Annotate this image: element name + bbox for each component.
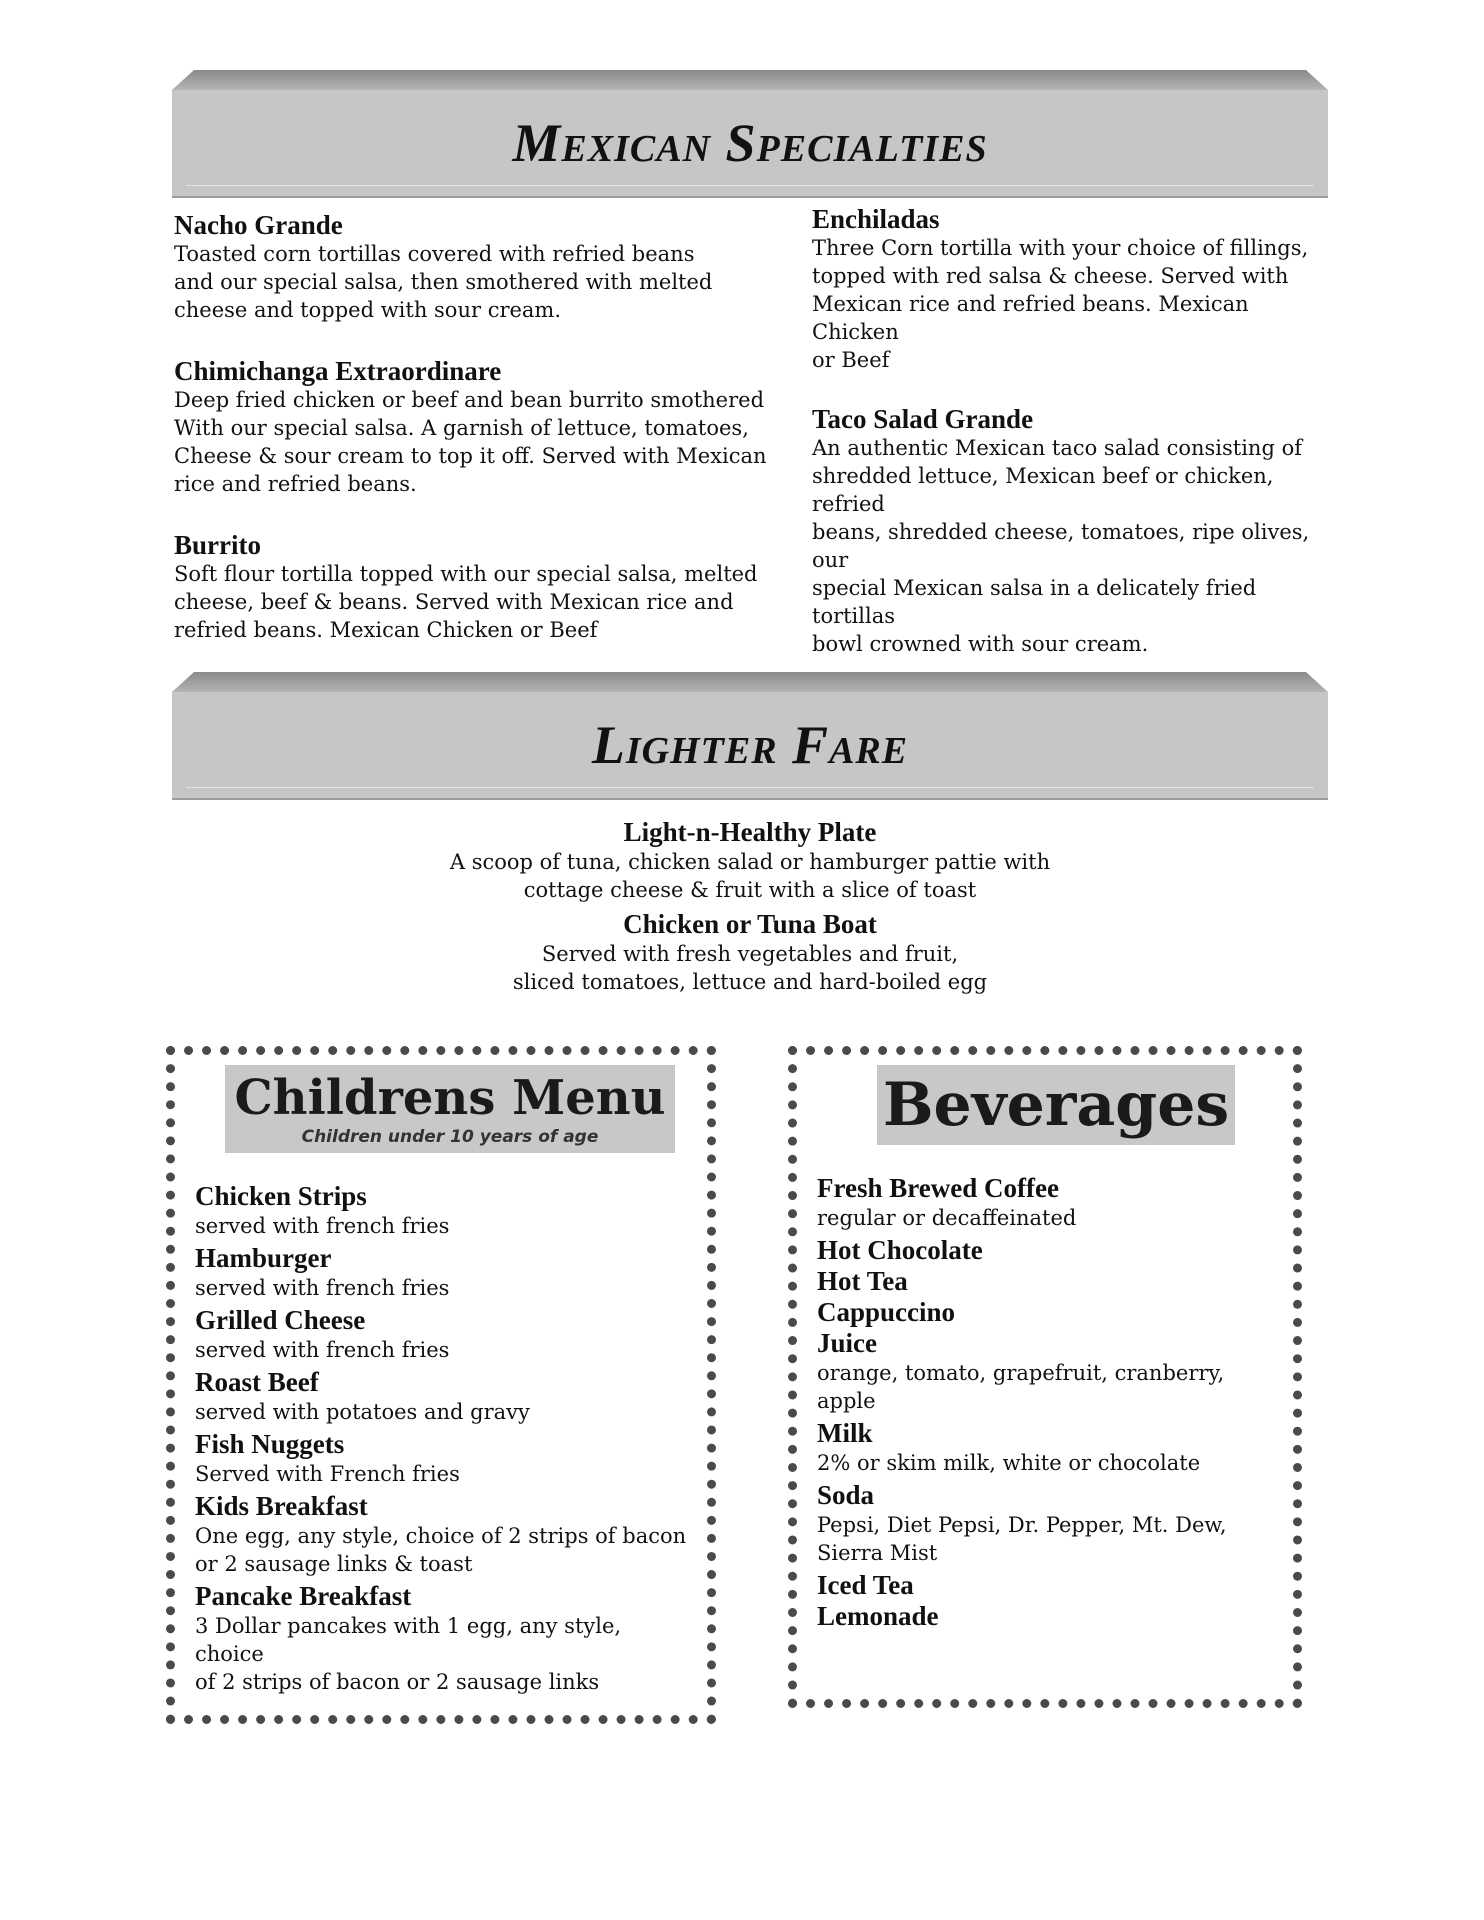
menu-item	[174, 210, 774, 324]
menu-item-description: Deep fried chicken or beef and bean burrito smothered With our special salsa. A garnish of lettuce, tomatoes, Cheese & sour cream to top it off. Served with Mexican rice and refried beans.	[174, 388, 767, 496]
list-item	[817, 1480, 1273, 1567]
menu-item	[174, 356, 774, 498]
menu-item-name: Light-n-Healthy Plate	[623, 817, 877, 847]
lighter-fare-list	[172, 816, 1328, 996]
menu-item-name: Fish Nuggets	[195, 1429, 345, 1459]
menu-item-name: Chicken or Tuna Boat	[623, 909, 877, 939]
menu-item-description: Pepsi, Diet Pepsi, Dr. Pepper, Mt. Dew, Sierra Mist	[817, 1513, 1227, 1565]
menu-item-name: Enchiladas	[812, 204, 940, 234]
menu-item-description: 2% or skim milk, white or chocolate	[817, 1451, 1201, 1475]
menu-item-name: Soda	[817, 1480, 875, 1510]
childrens-menu-box	[166, 1046, 716, 1724]
list-item	[817, 1266, 1273, 1297]
mexican-specialties-banner	[172, 70, 1328, 198]
list-item	[817, 1297, 1273, 1328]
list-item	[817, 1235, 1273, 1266]
list-item	[195, 1181, 687, 1240]
menu-item	[172, 816, 1328, 904]
list-item	[817, 1601, 1273, 1632]
list-item	[195, 1243, 687, 1302]
menu-item-name: Juice	[817, 1328, 877, 1358]
list-item	[195, 1367, 687, 1426]
menu-item-name: Chicken Strips	[195, 1181, 367, 1211]
beverages-header	[877, 1065, 1235, 1145]
menu-item-name: Burrito	[174, 530, 261, 560]
menu-item-name: Hamburger	[195, 1243, 332, 1273]
beverages-title: Beverages	[882, 1070, 1230, 1140]
menu-item-description: One egg, any style, choice of 2 strips of bacon or 2 sausage links & toast	[195, 1524, 687, 1576]
box-content	[817, 1065, 1273, 1632]
menu-item-description: served with french fries	[195, 1338, 450, 1362]
menu-item-name: Hot Chocolate	[817, 1235, 983, 1265]
menu-item-description: orange, tomato, grapefruit, cranberry, apple	[817, 1361, 1225, 1413]
menu-item	[812, 204, 1332, 374]
menu-item-description: Toasted corn tortillas covered with refried beans and our special salsa, then smothered with melted cheese and topped with sour cream.	[174, 242, 713, 322]
list-item	[817, 1328, 1273, 1415]
menu-item	[172, 908, 1328, 996]
lighter-fare-banner	[172, 672, 1328, 800]
menu-item-description: An authentic Mexican taco salad consisting of shredded lettuce, Mexican beef or chicken, refried beans, shredded cheese, tomatoes, ripe olives, our special Mexican salsa in a delicately fried tortillas bowl crowned with sour cream.	[812, 436, 1310, 656]
menu-item-name: Fresh Brewed Coffee	[817, 1173, 1059, 1203]
beverages-list	[817, 1173, 1273, 1632]
menu-item-description: Served with fresh vegetables and fruit, sliced tomatoes, lettuce and hard-boiled egg	[512, 942, 988, 994]
menu-item-name: Cappuccino	[817, 1297, 956, 1327]
menu-item-name: Roast Beef	[195, 1367, 319, 1397]
menu-item-name: Hot Tea	[817, 1266, 908, 1296]
list-item	[195, 1305, 687, 1364]
menu-item-name: Milk	[817, 1418, 873, 1448]
menu-item-description: served with french fries	[195, 1276, 450, 1300]
menu-item	[174, 530, 774, 644]
section-heading-lighter: Lighter Fare	[591, 715, 909, 775]
menu-item-description: served with french fries	[195, 1214, 450, 1238]
list-item	[817, 1418, 1273, 1477]
menu-item-name: Iced Tea	[817, 1570, 914, 1600]
menu-item-name: Pancake Breakfast	[195, 1581, 412, 1611]
menu-item-description: Three Corn tortilla with your choice of fillings, topped with red salsa & cheese. Served with Mexican rice and refried beans. Mexican Chicken or Beef	[812, 236, 1309, 372]
list-item	[817, 1570, 1273, 1601]
list-item	[817, 1173, 1273, 1232]
menu-item-name: Lemonade	[817, 1601, 939, 1631]
banner-bevel	[172, 672, 1328, 692]
menu-item-description: Served with French fries	[195, 1462, 460, 1486]
list-item	[195, 1581, 687, 1696]
childrens-menu-list	[195, 1181, 687, 1696]
menu-item	[812, 404, 1332, 658]
menu-item-name: Grilled Cheese	[195, 1305, 366, 1335]
list-item	[195, 1429, 687, 1488]
banner-face	[172, 90, 1328, 198]
childrens-menu-title: Childrens Menu	[234, 1070, 666, 1126]
banner-face	[172, 692, 1328, 800]
mexican-left-column	[174, 210, 774, 666]
banner-bevel	[172, 70, 1328, 90]
box-content	[195, 1065, 687, 1699]
menu-item-description: A scoop of tuna, chicken salad or hamburger pattie with cottage cheese & fruit with a slice of toast	[449, 850, 1051, 902]
menu-item-description: 3 Dollar pancakes with 1 egg, any style, choice of 2 strips of bacon or 2 sausage links	[195, 1614, 622, 1694]
section-heading-mexican: Mexican Specialties	[512, 113, 988, 173]
menu-item-name: Chimichanga Extraordinare	[174, 356, 502, 386]
menu-item-name: Taco Salad Grande	[812, 404, 1034, 434]
menu-item-name: Nacho Grande	[174, 210, 343, 240]
menu-item-description: regular or decaffeinated	[817, 1206, 1077, 1230]
menu-item-description: Soft flour tortilla topped with our special salsa, melted cheese, beef & beans. Served with Mexican rice and refried beans. Mexican Chicken or Beef	[174, 562, 758, 642]
childrens-menu-subtitle: Children under 10 years of age	[301, 1127, 599, 1147]
childrens-menu-header	[225, 1065, 675, 1153]
menu-item-name: Kids Breakfast	[195, 1491, 368, 1521]
menu-item-description: served with potatoes and gravy	[195, 1400, 530, 1424]
beverages-box	[788, 1046, 1302, 1708]
list-item	[195, 1491, 687, 1578]
